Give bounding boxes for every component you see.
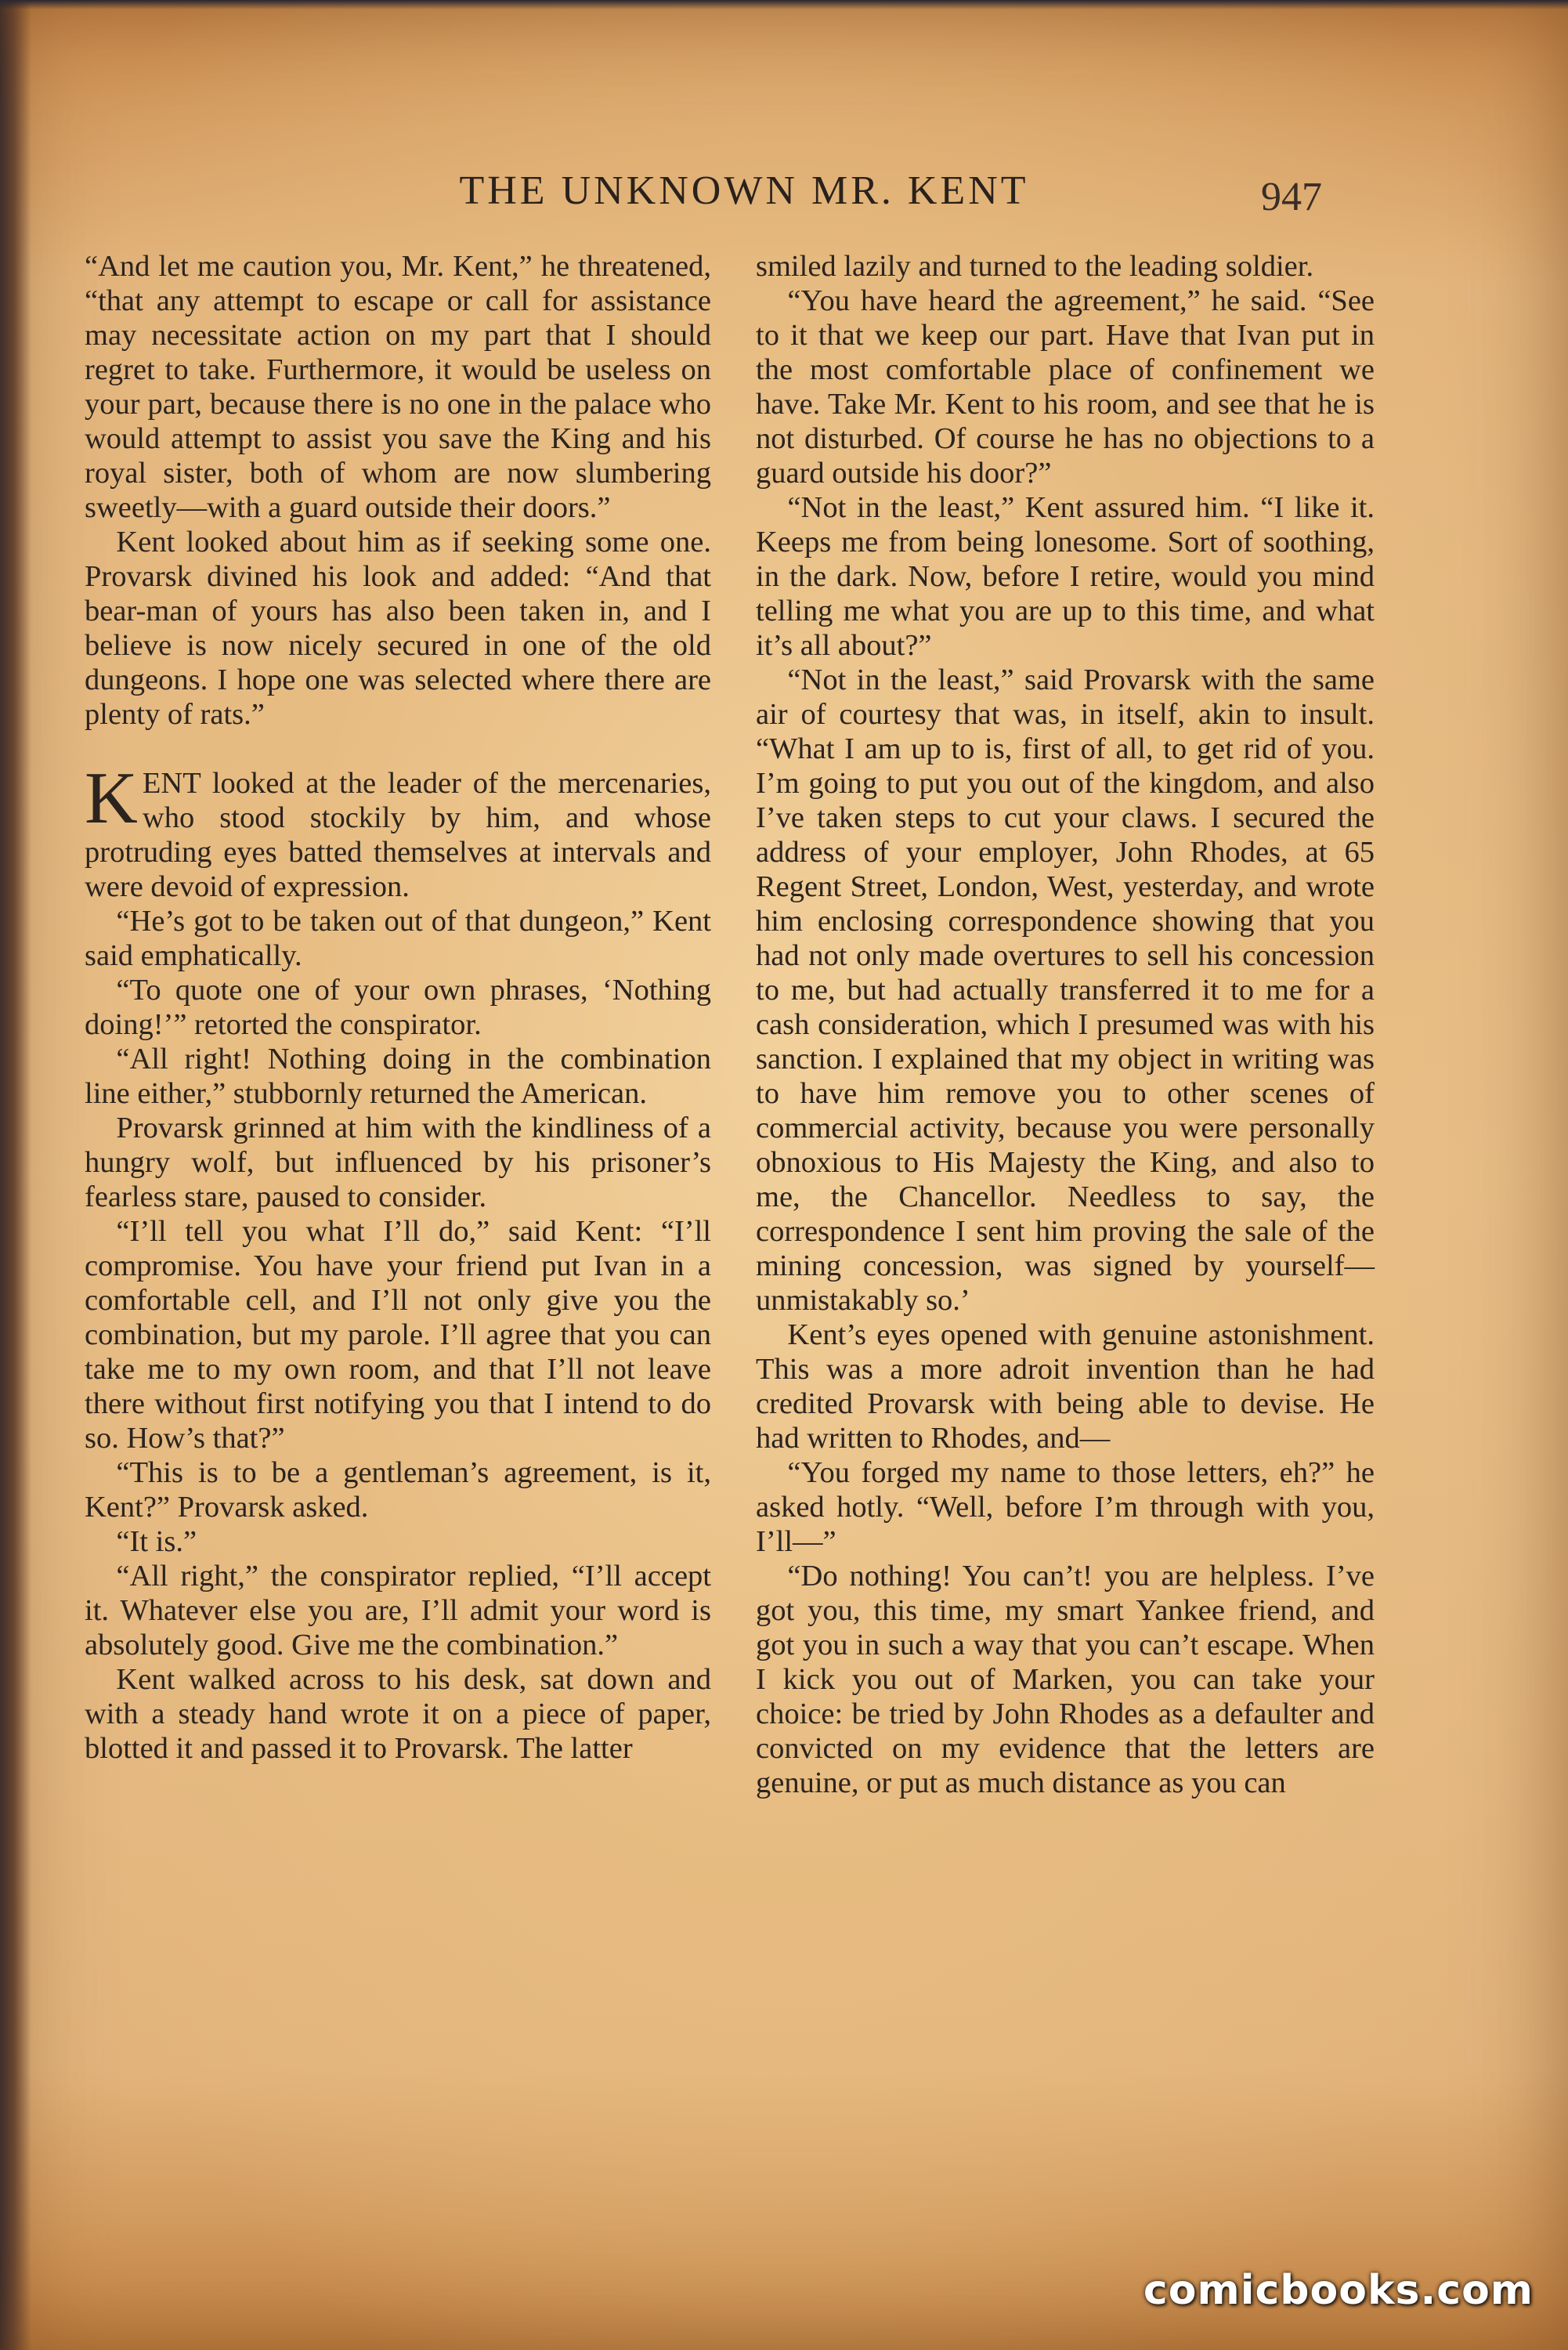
- paragraph: “Not in the least,” Kent assured him. “I like it. Keeps me from being lonesome. Sort of soothing, in the dark. Now, before I retire, would you mind telling me what you are up to this time, and what it’s all about?”: [756, 491, 1375, 662]
- paragraph: “I’ll tell you what I’ll do,” said Kent: “I’ll compromise. You have your friend put Ivan in a comfortable cell, and I’ll not only give you the combination, but my parole. I’ll agree that you can take me to my own room, and that I’ll not leave there without first notifying you that I intend to do so. How’s that?”: [85, 1215, 711, 1455]
- paragraph: Provarsk grinned at him with the kindliness of a hungry wolf, but influenced by his prisoner’s fearless stare, paused to consider.: [85, 1112, 711, 1213]
- paragraph: “You have heard the agreement,” he said. “See to it that we keep our part. Have that Ivan put in the most comfortable place of confinement we have. Take Mr. Kent to his room, and see that he is not disturbed. Of course he has no objections to a guard outside his door?”: [756, 284, 1375, 490]
- paragraph: “Do nothing! You can’t! you are helpless. I’ve got you, this time, my smart Yankee friend, and got you in such a way that you can’t escape. When I kick you out of Marken, you can take your choice: be tried by John Rhodes as a defaulter and convicted on my evidence that the letters are genuine, or put as much distance as you can: [756, 1560, 1375, 1799]
- paragraph: smiled lazily and turned to the leading soldier.: [756, 250, 1314, 283]
- paragraph: Kent’s eyes opened with genuine astonishment. This was a more adroit invention than he had credited Provarsk with being able to devise. He had written to Rhodes, and—: [756, 1318, 1375, 1455]
- paragraph: “You forged my name to those letters, eh?” he asked hotly. “Well, before I’m through with you, I’ll—”: [756, 1456, 1375, 1558]
- paragraph-text: ENT looked at the leader of the mercenaries, who stood stockily by him, and whose protruding eyes batted themselves at intervals and were devoid of expression.: [85, 767, 711, 903]
- running-title: THE UNKNOWN MR. KENT: [459, 168, 1029, 213]
- paragraph: “All right! Nothing doing in the combination line either,” stubbornly returned the American.: [85, 1043, 711, 1110]
- paragraph: “This is to be a gentleman’s agreement, is it, Kent?” Provarsk asked.: [85, 1456, 711, 1524]
- paragraph: “Not in the least,” said Provarsk with the same air of courtesy that was, in itself, akin to insult. “What I am up to is, first of all, to get rid of you. I’m going to put you out of the kingdom, and also I’ve taken steps to cut your claws. I secured the address of your employer, John Rhodes, at 65 Regent Street, London, West, yesterday, and wrote him enclosing correspondence showing that you had not only made overtures to sell his concession to me, but had actually transferred it to me for a cash consideration, which I presumed was with his sanction. I explained that my object in writing was to have him remove you to other scenes of commercial activity, because you were personally obnoxious to His Majesty the King, and also to me, the Chancellor. Needless to say, the correspondence I sent him proving the sale of the mining concession, was signed by yourself—unmistakably so.’: [756, 663, 1375, 1317]
- paragraph: “To quote one of your own phrases, ‘Nothing doing!’” retorted the conspirator.: [85, 974, 711, 1041]
- site-watermark: comicbooks.com: [1143, 2267, 1534, 2314]
- paragraph: “He’s got to be taken out of that dungeon,” Kent said emphatically.: [85, 905, 711, 972]
- paragraph: Kent walked across to his desk, sat down and with a steady hand wrote it on a piece of paper, blotted it and passed it to Provarsk. The latter: [85, 1663, 711, 1765]
- paragraph: “And let me caution you, Mr. Kent,” he threatened, “that any attempt to escape or call for assistance may necessitate action on my part that I should regret to take. Furthermore, it would be useless on your part, because there is no one in the palace who would attempt to assist you save the King and his royal sister, both of whom are now slumbering sweetly—with a guard outside their doors.”: [85, 250, 711, 524]
- paragraph: Kent looked about him as if seeking some one. Provarsk divined his look and added: “And that bear-man of yours has also been taken in, and I believe is now nicely secured in one of the old dungeons. I hope one was selected where there are plenty of rats.”: [85, 526, 711, 731]
- page-number: 947: [1261, 175, 1322, 219]
- text-column-left: [85, 249, 711, 1766]
- text-column-right: [756, 249, 1375, 1800]
- paragraph: “All right,” the conspirator replied, “I’ll accept it. Whatever else you are, I’ll admit your word is absolutely good. Give me the combination.”: [85, 1560, 711, 1661]
- paragraph: “It is.”: [116, 1525, 197, 1558]
- drop-cap: K: [85, 757, 138, 839]
- section-opening-paragraph: [85, 757, 711, 904]
